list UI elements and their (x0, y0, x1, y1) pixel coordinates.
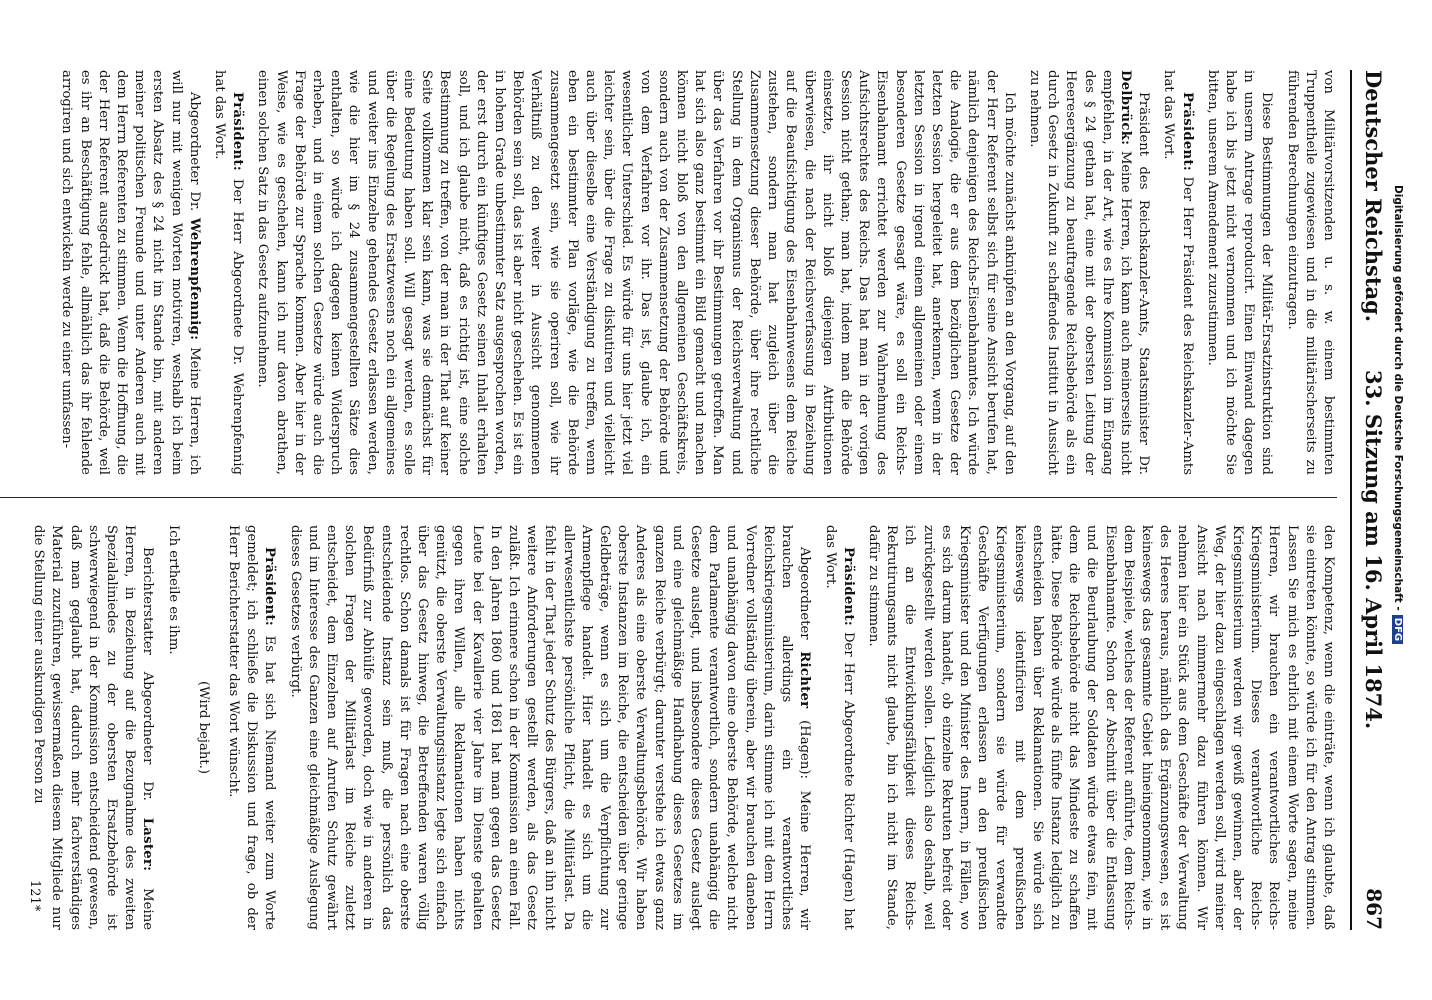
body-paragraph: Ich ertheile es ihm. (165, 525, 181, 655)
speaker-title: Präsident des Reichskanzler-Amts, Staatsminister Dr. (1136, 92, 1152, 475)
speaker-name: Präsident: (230, 92, 246, 172)
signature-marker: 121* (27, 880, 42, 912)
speech-paragraph (57, 70, 203, 475)
speech-paragraph (224, 525, 279, 930)
speech-paragraph (210, 70, 246, 475)
speech-text: Meine Herren, ich kann auch meinerseits nicht empfehlen, in der Art, wie es Ihre Kommission im Eingang des § 24 gethan hat, eine mit der obersten Leitung der Heeresergänzung zu beauftragende Reichsbehörde als ein durch Gesetz in Zukunft zu schaffendes Institut in Aussicht zu nehmen. (1026, 70, 1133, 475)
stage-direction (194, 525, 212, 930)
column-divider (0, 497, 1337, 498)
speaker-name: Präsident: (840, 547, 856, 627)
speaker-name: Laster: (140, 817, 156, 872)
speaker-title: Abgeordneter (797, 547, 813, 640)
page-number: 867 (1362, 888, 1386, 930)
body-paragraph: Diese Bestimmungen der Militär-Ersatzinstruktion sind in unserm Antrage reproducirt. Einen Einwand dagegen habe ich bis jetzt nicht vernommen und ich möchte Sie bitten, unserem Amendement zuzustimmen. (1204, 70, 1275, 475)
speaker-name: Präsident: (262, 547, 278, 627)
speech-text: Es hat sich Niemand weiter zum Worte gemeldet; ich schließe die Diskussion und frage, ob der Herr Berichterstatter das Wort wünscht. (226, 525, 278, 930)
page-header (1350, 70, 1392, 930)
dfg-logo: DFG (1392, 615, 1403, 644)
header-session: 33. Sitzung am 16. April 1874. (1361, 370, 1386, 730)
speech-paragraph (820, 525, 856, 930)
speaker-name: Richter (797, 651, 813, 709)
speaker-title: Abgeordneter Dr. (186, 92, 202, 212)
speaker-name: Präsident: (1179, 92, 1195, 172)
speech-paragraph (29, 525, 156, 930)
speech-text: Meine Herren, in Beziehung auf die Bezugnahme des zweiten Spezialaliniedes zu der obersten Ersatzbehörde ist schwerwiegend in der Kommission entscheidend gewesen, daß man geglaubt hat, dadurch mehr fachverständiges Material zuzuführen, gewissermaßen diesem Mitgliede nur die Stellung einer auskundigen Person zu (31, 525, 156, 930)
header-title: Deutscher Reichstag. (1361, 70, 1386, 323)
speaker-name: Delbrück: (1117, 70, 1133, 146)
digitization-note-text: Digitalisierung gefördert durch die Deutsche Forschungsgemeinschaft - (1392, 185, 1404, 611)
speech-paragraph (285, 525, 813, 930)
stage-direction-text: (Wird bejaht.) (195, 681, 211, 774)
body-paragraph: von Militärvorsitzenden u. s. w. einem bestimmten Truppentheile zugewiesen und in die militärischerseits zu führenden Berechnungen einzutragen. (1284, 70, 1336, 475)
left-column (50, 70, 1337, 475)
speech-text: Der Herr Abgeordnete Dr. Wehrenpfennig hat das Wort. (212, 70, 246, 475)
digitization-note (1392, 185, 1404, 644)
speech-paragraph (1025, 70, 1152, 475)
speech-text: (Hagen): Meine Herren, wir brauchen allerdings ein verantwortliches Reichskriegsministerium, darin stimme ich mit dem Herrn Vorredner vollständig überein, aber wir brauchen daneben und unabhängig davon eine oberste Behörde, welche nicht dem Parlamente verantwortlich, sondern unabhängig die Gesetze auslegt, und insbesondere dieses Gesetz auslegt und eine gleichmäßige Handhabung dieses Gesetzes im ganzen Reiche verbürgt; darunter verstehe ich etwas ganz Anderes als eine oberste Verwaltungsbehörde. Wir haben oberste Instanzen im Reiche, die entscheiden über geringe Geldbeträge, wenn es sich um die Verpflichtung zur Armenpflege handelt. Hier handelt es sich um die allerwesentlichste persönliche Pflicht, die Militärlast. Da fehlt in der That jeder Schutz des Bürgers, daß an ihn nicht weitere Anforderungen gestellt werden, als das Gesetz zuläßt. Ich erinnere schon in der Kommission an einen Fall. In den Jahren 1860 und 1861 hat man gegen das Gesetz Leute bei der Kavallerie vier Jahre im Dienste gehalten gegen ihren Willen, alle Reklamationen haben nichts genützt, die oberste Verwaltungsinstanz legte sich einfach über das Gesetz hinweg, die Betreffenden waren völlig rechtlos. Schon damals ist für Fragen nach eine oberste entscheidende Instanz sein muß, die persönlich das Bedürfniß zur Abhülfe geworden, doch wie in anderen in solchen Fragen der Militärlast im Reiche zuletzt entscheidet, dem Einzelnen auf Anrufen Schutz gewährt und im Interesse des Ganzen eine gleichmäßige Auslegung dieses Gesetzes verbürgt. (287, 525, 813, 930)
right-column (22, 525, 1337, 930)
body-paragraph: den Kompetenz, wenn die einträte, wenn ich glaubte, daß sie eintreten könnte, so würde ich für den Antrag stimmen. Lassen Sie mich es ehrlich mit einem Worte sagen, meine Herren, wir brauchen ein verantwortliches Reichs-Kriegsministerium. Dieses verantwortliche Reichs-Kriegsministerium werden wir gewiß gewinnen, aber der Weg, der hier dazu eingeschlagen werden soll, wird meiner Ansicht nach nimmermehr dazu führen können. Wir nehmen hier ein Stück aus dem Geschäfte der Verwaltung des Heeres heraus, nämlich das Ergänzungswesen, es ist keineswegs das gesammte Gebiet hineingenommen, wie in dem Beispiele, welches der Referent anführte, dem Reichs-Eisenbahnamte. Schon der Abschnitt über die Entlassung und die Beurlaubung der Soldaten würde etwas fein, mit dem die Reichsbehörde nicht das Mindeste zu schaffen hätte. Diese Behörde würde als fünfte Instanz lediglich zu entscheiden haben über Reklamationen. Sie würde sich keineswegs identificiren mit dem preußischen Kriegsministerium, sondern sie würde für verwandte Geschäfte Verfügungen erlassen an den preußischen Kriegsminister und den Minister des Innern, in Fällen, wo es sich darum handelt, ob einzelne Rekruten befreit oder zurückgestellt werden sollen. Lediglich also deshalb, weil ich an die Entwicklungsfähigkeit dieses Reichs-Rekrutirungsamts nicht glaube, bin ich nicht im Stande, dafür zu stimmen. (865, 525, 1336, 930)
speech-text: Der Herr Abgeordnete Richter (Hagen) hat das Wort. (822, 525, 856, 930)
speaker-name: Wehrenpfennig: (186, 217, 202, 341)
speech-text: Meine Herren, ich will nur mit wenigen Worten motiviren, weshalb ich beim ersten Absatz des § 24 nicht im Stande bin, mit anderen meiner politischen Freunde und unter Anderen auch mit dem Herrn Referenten zu stimmen. Wenn die Hoffnung, die der Herr Referent ausgedrückt hat, daß die Behörde, weil es ihr an Beschäftigung fehle, allmählich das ihr fehlende arrogiren und sich entwickeln werde zu einer umfassen- (59, 70, 202, 475)
speech-text: Der Herr Präsident des Reichskanzler-Amts hat das Wort. (1161, 70, 1195, 475)
speech-paragraph (1159, 70, 1195, 475)
body-paragraph: Ich möchte zunächst anknüpfen an den Vorgang, auf den der Herr Referent selbst sich für seine Ansicht berufen hat, nämlich denjenigen des Reichs-Eisenbahnamtes. Ich würde die Analogie, die er aus dem bezüglichen Gesetze der letzten Session hergeleitet hat, anerkennen, wenn in der letzten Session in irgend einem allgemeinen oder einem besonderen Gesetze gesagt wäre, es soll ein Reichs-Eisenbahnamt errichtet werden zur Wahrnehmung des Aufsichtsrechtes des Reichs. Das hat man in der vorigen Session nicht gethan; man hat, indem man die Behörde einsetzte, ihr nicht bloß diejenigen Attributionen überwiesen, die nach der Reichsverfassung in Beziehung auf die Beaufsichtigung des Eisenbahnwesens dem Reiche zustehen, sondern man hat zugleich über die Zusammensetzung dieser Behörde, über ihre rechtliche Stellung in dem Organismus der Reichsverwaltung und über das Verfahren vor ihr Bestimmungen getroffen. Man hat sich also ganz bestimmt ein Bild gemacht und machen können nicht bloß von den allgemeinen Geschäftskreis, sondern auch von der Zusammensetzung der Behörde und von dem Verfahren vor ihr. Das ist, glaube ich, ein wesentlicher Unterschied. Es würde für uns hier jetzt viel leichter sein, über die Frage zu diskutiren und vielleicht auch über dieselbe eine Verständigung zu treffen, wenn eben ein bestimmter Plan vorläge, wie die Behörde zusammengesetzt sein, wie sie operiren soll, wie ihr Verhältniß zu den weiter in Aussicht genommenen Behörden sein soll, das ist aber nicht geschehen. Es ist ein in hohem Grade unbestimmter Satz ausgesprochen worden, der erst durch ein künftiges Gesetz seinen Inhalt erhalten soll, und ich glaube nicht, daß es richtig ist, eine solche Bestimmung zu treffen, von der man in der That auf keiner Seite vollkommen klar sein kann, was sie demnächst für eine Bedeutung haben soll. Will gesagt werden, es solle über die Regelung des Ersatzwesens noch ein allgemeines und weiter ins Einzelne gehendes Gesetz erlassen werden, wie die hier im § 24 zusammengestellten Sätze dies enthalten, so würde ich dagegen keinen Widerspruch erheben, und in einem solchen Gesetze würde auch die Frage der Behörde zur Sprache kommen. Aber hier in der Weise, wie es geschehen, kann ich nur davon abrathen, einen solchen Satz in das Gesetz aufzunehmen. (255, 70, 1017, 475)
speaker-title: Berichterstatter Abgeordneter Dr. (140, 547, 156, 801)
